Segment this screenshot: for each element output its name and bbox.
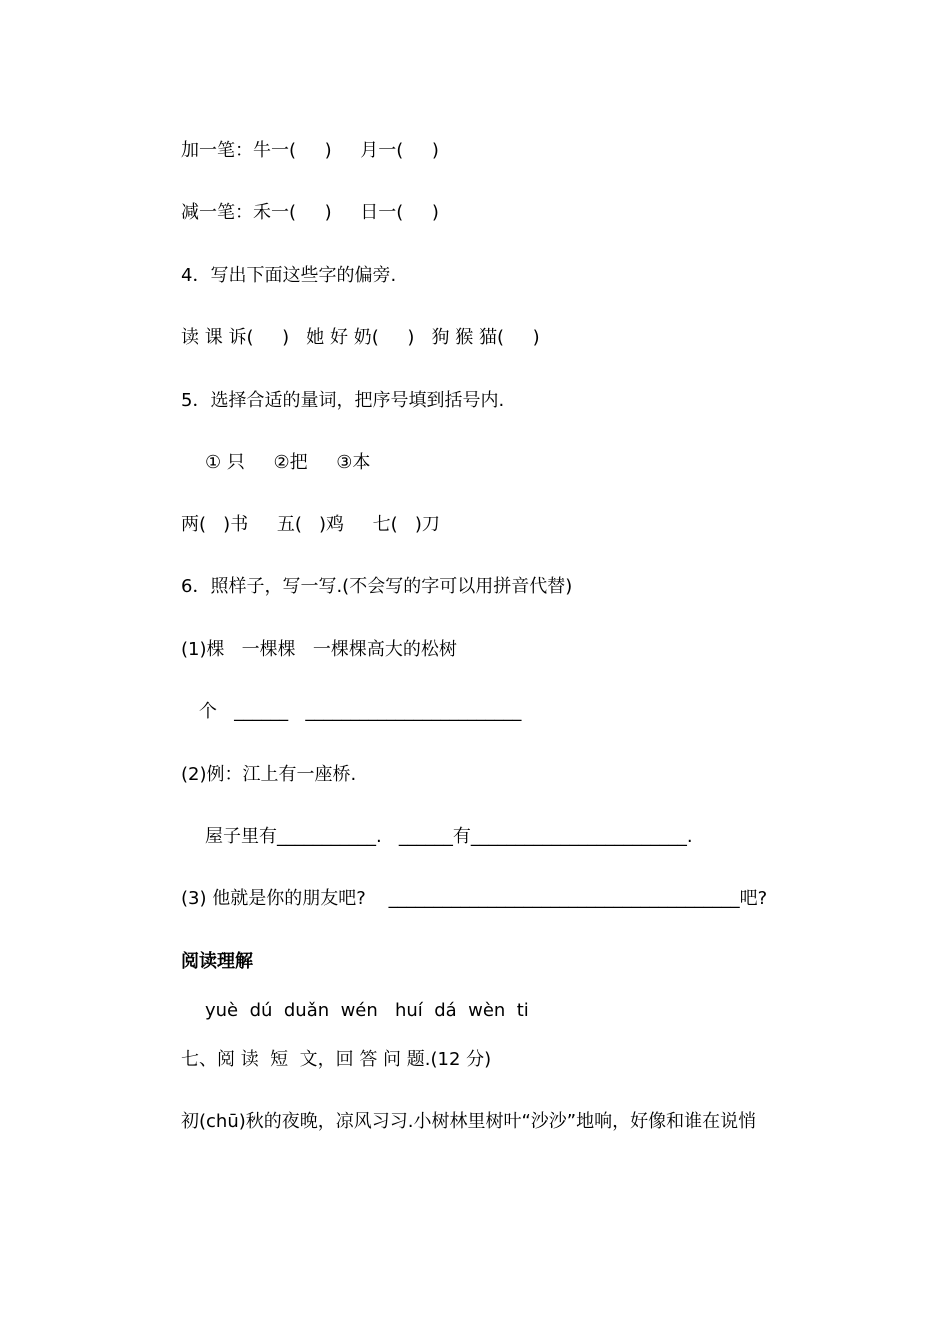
question-6-example-2-blanks: 屋子里有___________. ______有________________________.: [205, 826, 693, 847]
question-5-options: ① 只 ②把 ③本: [205, 452, 371, 473]
question-6-title: 6．照样子，写一写.(不会写的字可以用拼音代替): [181, 576, 573, 597]
question-6-example-3: (3) 他就是你的朋友吧? _______________________________________吧?: [181, 888, 768, 909]
question-6-example-2: (2)例：江上有一座桥.: [181, 764, 357, 785]
question-5-content: 两( )书 五( )鸡 七( )刀: [181, 514, 440, 535]
add-stroke-question: 加一笔：牛一( ) 月一( ): [181, 140, 439, 161]
question-7-title: 七、阅 读 短 文，回 答 问 题.(12 分): [181, 1049, 492, 1070]
question-6-example-1-blanks: 个 ______ ________________________: [199, 701, 522, 722]
passage-line-1: 初(chū)秋的夜晚，凉风习习.小树林里树叶“沙沙”地响，好像和谁在说悄: [181, 1111, 757, 1132]
question-4-content: 读 课 诉( ) 她 好 奶( ) 狗 猴 猫( ): [181, 327, 540, 348]
reading-comprehension-heading: 阅读理解: [181, 951, 253, 972]
subtract-stroke-question: 减一笔：禾一( ) 日一( ): [181, 202, 439, 223]
question-5-title: 5．选择合适的量词，把序号填到括号内.: [181, 390, 505, 411]
question-6-example-1: (1)棵 一棵棵 一棵棵高大的松树: [181, 639, 457, 660]
question-4-title: 4．写出下面这些字的偏旁.: [181, 265, 397, 286]
reading-pinyin: yuè dú duǎn wén huí dá wèn ti: [205, 1000, 529, 1021]
